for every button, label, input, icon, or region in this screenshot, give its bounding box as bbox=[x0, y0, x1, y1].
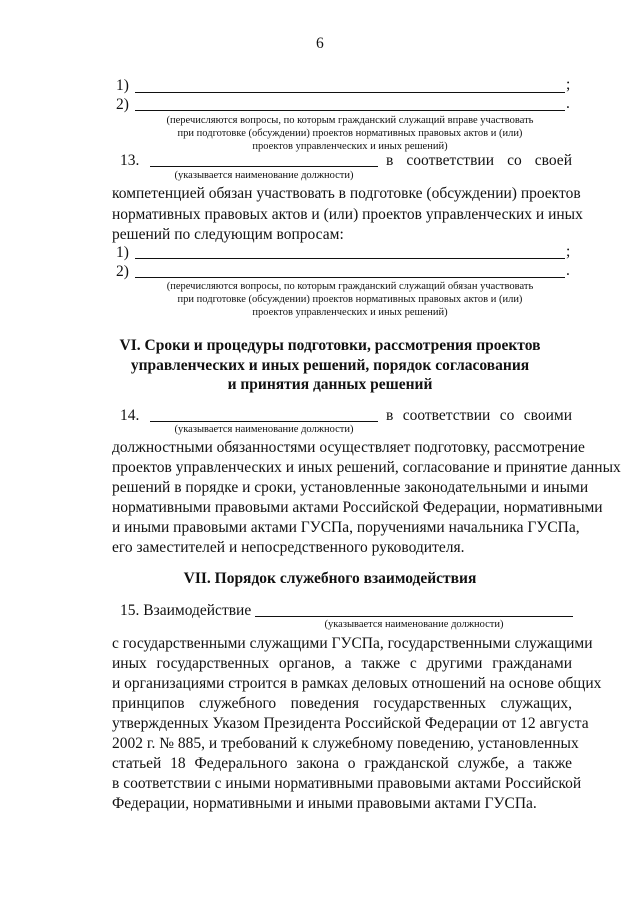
list-item-number: 2) bbox=[116, 263, 129, 280]
instruction-note-line: при подготовке (обсуждении) проектов нормативных правовых актов и (или) bbox=[177, 294, 523, 305]
fill-in-line bbox=[135, 258, 565, 259]
fill-in-line bbox=[135, 110, 565, 111]
paragraph-line: в соответствии с иными нормативными правовыми актами Российской bbox=[112, 775, 582, 792]
paragraph-line: статьей 18 Федерального закона о гражданской службе, а также bbox=[112, 755, 572, 772]
section-heading: VII. Порядок служебного взаимодействия bbox=[183, 570, 477, 587]
list-item-number: 2) bbox=[116, 96, 129, 113]
paragraph-text: в соответствии со своей bbox=[386, 152, 572, 169]
paragraph-lead: 15. Взаимодействие bbox=[120, 602, 252, 619]
field-caption: (указывается наименование должности) bbox=[174, 170, 354, 181]
instruction-note-line: при подготовке (обсуждении) проектов нормативных правовых актов и (или) bbox=[177, 128, 523, 139]
paragraph-line: нормативных правовых актов и (или) проектов управленческих и иных bbox=[112, 206, 583, 223]
paragraph-line: принципов служебного поведения государственных служащих, bbox=[112, 695, 572, 712]
field-caption: (указывается наименование должности) bbox=[174, 424, 354, 435]
paragraph-line: Федерации, нормативными и иными правовыми актами ГУСПа. bbox=[112, 795, 537, 812]
position-name-line bbox=[150, 421, 378, 422]
fill-in-line bbox=[135, 277, 565, 278]
paragraph-line: и организациями строится в рамках деловых отношений на основе общих bbox=[112, 675, 602, 692]
paragraph-number: 14. bbox=[120, 407, 140, 424]
paragraph-line: проектов управленческих и иных решений, согласование и принятие данных bbox=[112, 459, 621, 476]
paragraph-line: с государственными служащими ГУСПа, государственными служащими bbox=[112, 635, 593, 652]
position-name-line bbox=[150, 166, 378, 167]
list-item-end: ; bbox=[566, 243, 571, 260]
page-number: 6 bbox=[316, 35, 324, 52]
paragraph-line: компетенцией обязан участвовать в подготовке (обсуждении) проектов bbox=[112, 185, 581, 202]
paragraph-line: его заместителей и непосредственного руководителя. bbox=[112, 539, 465, 556]
instruction-note-line: (перечисляются вопросы, по которым гражданский служащий вправе участвовать bbox=[166, 115, 534, 126]
list-item-number: 1) bbox=[116, 244, 129, 261]
instruction-note-line: (перечисляются вопросы, по которым гражданский служащий обязан участвовать bbox=[166, 281, 534, 292]
fill-in-line bbox=[135, 92, 565, 93]
position-name-line bbox=[255, 616, 573, 617]
list-item-end: . bbox=[566, 262, 570, 279]
paragraph-line: утвержденных Указом Президента Российской Федерации от 12 августа bbox=[112, 715, 589, 732]
paragraph-number: 13. bbox=[120, 152, 140, 169]
instruction-note-line: проектов управленческих и иных решений) bbox=[252, 141, 448, 152]
paragraph-text: в соответствии со своими bbox=[386, 407, 572, 424]
section-heading-line: управленческих и иных решений, порядок согласования bbox=[130, 357, 530, 374]
paragraph-line: решений в порядке и сроки, установленные законодательными и иными bbox=[112, 479, 589, 496]
section-heading-line: и принятия данных решений bbox=[227, 376, 433, 393]
paragraph-line: решений по следующим вопросам: bbox=[112, 226, 344, 243]
paragraph-line: 2002 г. № 885, и требований к служебному поведению, установленных bbox=[112, 735, 579, 752]
list-item-number: 1) bbox=[116, 77, 129, 94]
paragraph-line: иных государственных органов, а также с другими гражданами bbox=[112, 655, 572, 672]
paragraph-line: должностными обязанностями осуществляет подготовку, рассмотрение bbox=[112, 439, 585, 456]
paragraph-line: нормативными правовыми актами Российской Федерации, нормативными bbox=[112, 499, 603, 516]
list-item-end: ; bbox=[566, 76, 571, 93]
instruction-note-line: проектов управленческих и иных решений) bbox=[252, 307, 448, 318]
list-item-end: . bbox=[566, 95, 570, 112]
paragraph-line: и иными правовыми актами ГУСПа, поручениями начальника ГУСПа, bbox=[112, 519, 580, 536]
section-heading-line: VI. Сроки и процедуры подготовки, рассмотрения проектов bbox=[119, 337, 541, 354]
field-caption: (указывается наименование должности) bbox=[324, 619, 504, 630]
